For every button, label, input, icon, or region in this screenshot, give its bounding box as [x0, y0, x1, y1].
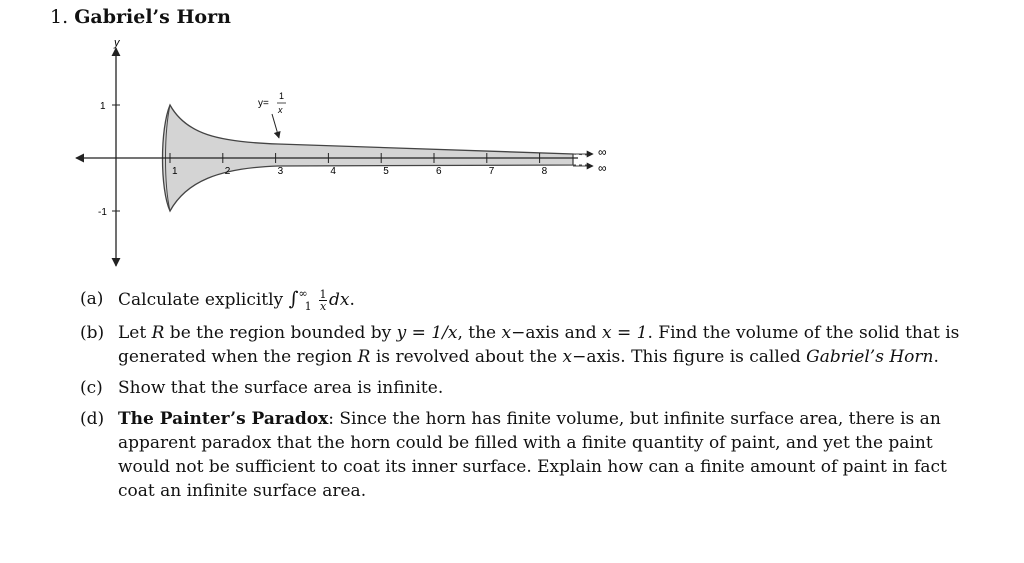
- b-x2: x: [562, 347, 573, 367]
- part-b: [80, 321, 970, 369]
- b-t4: −axis and: [511, 323, 602, 343]
- b-R2: R: [357, 347, 371, 367]
- x-tick-label-1: 1: [172, 166, 178, 177]
- frac-den: x: [319, 300, 327, 313]
- differential: dx: [329, 290, 350, 310]
- b-x1: x: [501, 323, 512, 343]
- painters-paradox-heading: The Painter’s Paradox: [118, 409, 329, 429]
- part-c-label: (c): [80, 378, 103, 398]
- b-t1: Let: [118, 323, 152, 343]
- problem-name: Gabriel’s Horn: [74, 6, 231, 28]
- part-d-text: [118, 407, 970, 503]
- b-horn-name: Gabriel’s Horn: [806, 347, 934, 367]
- infinity-label-bottom: ∞: [598, 161, 607, 175]
- curve-label-pointer: [272, 114, 279, 138]
- gabriels-horn-figure: [68, 34, 628, 274]
- integral-upper: ∞: [298, 287, 308, 300]
- part-d: [80, 407, 970, 503]
- b-t5: . Find the volume of the solid that is generated when the region: [118, 323, 960, 367]
- b-t6: is revolved about the: [370, 347, 563, 367]
- x-tick-label-4: 4: [330, 166, 336, 177]
- b-R1: R: [151, 323, 165, 343]
- infinity-label-top: ∞: [598, 145, 607, 159]
- part-a: [80, 287, 970, 314]
- part-d-body: : Since the horn has finite volume, but infinite surface area, there is an apparent paradox that the horn could be filled with a finite quantity of paint, and yet the paint would not be sufficient to coat its inner surface. Explain how can a finite amount of paint in fact coat an infinite surface area.: [118, 409, 947, 501]
- b-eq1: y = 1/x: [396, 323, 458, 343]
- y-tick-label-neg1: -1: [98, 207, 107, 218]
- part-d-label: (d): [80, 409, 105, 429]
- x-tick-label-7: 7: [488, 166, 495, 177]
- b-t2: be the region bounded by: [164, 323, 397, 343]
- part-a-end: .: [349, 290, 355, 310]
- curve-label-num: 1: [279, 91, 285, 101]
- b-t7: −axis. This figure is called: [572, 347, 807, 367]
- b-end: .: [933, 347, 939, 367]
- x-tick-label-8: 8: [541, 166, 548, 177]
- part-a-text: [118, 287, 970, 314]
- y-tick-label-1: 1: [100, 101, 106, 112]
- x-tick-label-5: 5: [383, 166, 389, 177]
- integral-sign: ∫: [288, 288, 299, 310]
- part-a-label: (a): [80, 289, 104, 309]
- x-tick-label-6: 6: [436, 166, 442, 177]
- integral-lower: 1: [304, 300, 312, 313]
- b-t3: , the: [457, 323, 502, 343]
- part-b-label: (b): [80, 323, 105, 343]
- part-b-text: [118, 321, 970, 369]
- curve-label-den: x: [278, 105, 283, 115]
- problem-number: 1.: [50, 6, 69, 28]
- part-c: [80, 376, 970, 400]
- problem-parts: [80, 287, 970, 510]
- frac-num: 1: [319, 288, 327, 301]
- x-tick-label-3: 3: [277, 166, 284, 177]
- part-c-text: Show that the surface area is infinite.: [118, 378, 444, 398]
- part-a-lead: Calculate explicitly: [118, 290, 289, 310]
- b-eq2: x = 1: [602, 323, 648, 343]
- y-axis-label: y: [114, 37, 120, 49]
- integrand-fraction: [319, 289, 327, 312]
- problem-title: [50, 6, 231, 28]
- curve-label-y: y=: [258, 98, 269, 109]
- x-tick-label-2: 2: [224, 166, 231, 177]
